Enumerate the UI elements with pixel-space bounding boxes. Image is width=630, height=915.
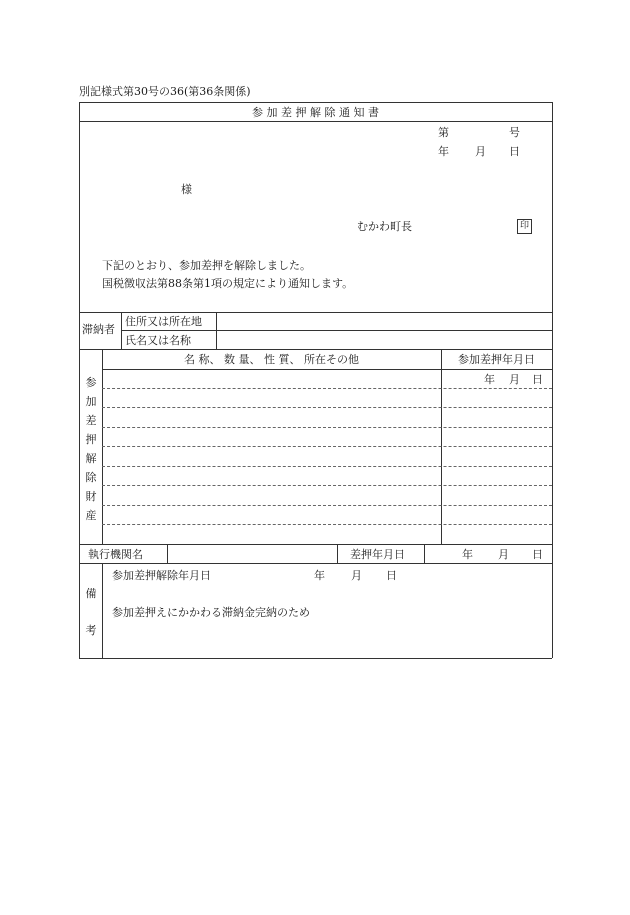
property-row-line	[102, 466, 552, 467]
property-col-date: 参加差押年月日	[458, 353, 535, 366]
property-row-line	[102, 485, 552, 486]
agency-label: 執行機関名	[88, 548, 143, 561]
property-row-line	[102, 524, 552, 525]
addressee-sama: 様	[181, 183, 192, 196]
remarks-label-char: 備	[85, 587, 97, 600]
property-side-label-char: 押	[85, 433, 97, 446]
release-date-month: 月	[351, 569, 362, 582]
property-side-label-char: 参	[85, 376, 97, 389]
remarks-reason: 参加差押えにかかわる滞納金完納のため	[112, 606, 310, 619]
property-row-line	[102, 446, 552, 447]
property-row-line	[102, 505, 552, 506]
release-date-day: 日	[386, 569, 397, 582]
release-date-label: 参加差押解除年月日	[112, 569, 211, 582]
issuer-name: むかわ町長	[357, 220, 412, 233]
property-date-month: 月	[509, 373, 520, 386]
property-col-description: 名 称、 数 量、 性 質、 所在その他	[184, 353, 359, 366]
remarks-label-char: 考	[85, 624, 97, 637]
property-row-line	[102, 427, 552, 428]
form-title: 参 加 差 押 解 除 通 知 書	[252, 106, 379, 119]
property-side-label-char: 産	[85, 509, 97, 522]
seizure-date-day: 日	[532, 548, 543, 561]
address-label: 住所又は所在地	[125, 315, 202, 328]
form-number: 別記様式第30号の36(第36条関係)	[79, 85, 251, 98]
taxpayer-label: 滞納者	[82, 323, 115, 336]
seizure-date-year: 年	[462, 548, 473, 561]
property-side-label-char: 差	[85, 414, 97, 427]
release-date-year: 年	[314, 569, 325, 582]
property-row-line	[102, 407, 552, 408]
seizure-date-label: 差押年月日	[350, 548, 405, 561]
name-label: 氏名又は名称	[125, 334, 191, 347]
date-month: 月	[475, 145, 486, 158]
body-text-1: 下記のとおり、参加差押を解除しました。	[102, 259, 311, 272]
seizure-date-month: 月	[498, 548, 509, 561]
property-side-label-char: 加	[85, 395, 97, 408]
property-date-year: 年	[484, 373, 495, 386]
number-go: 号	[509, 126, 520, 139]
property-date-day: 日	[532, 373, 543, 386]
date-day: 日	[509, 145, 520, 158]
body-text-2: 国税徴収法第88条第1項の規定により通知します。	[102, 277, 354, 290]
property-side-label-char: 除	[85, 471, 97, 484]
property-side-label-char: 解	[85, 452, 97, 465]
seal-stamp: 印	[517, 219, 532, 234]
property-side-label-char: 財	[85, 490, 97, 503]
date-year: 年	[438, 145, 449, 158]
property-row-line	[102, 388, 552, 389]
number-dai: 第	[438, 126, 449, 139]
